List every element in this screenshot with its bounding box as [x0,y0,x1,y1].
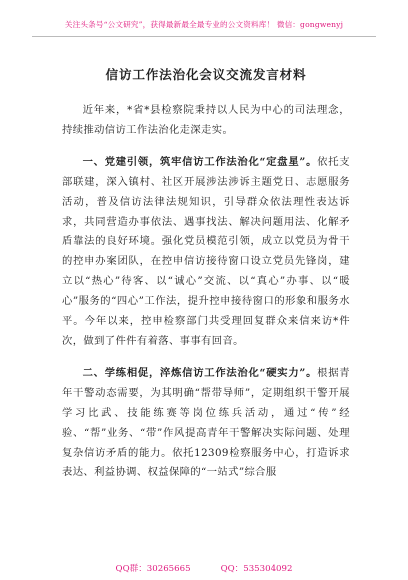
header-divider [32,36,376,37]
section-heading-1: 一、党建引领，筑牢信访工作法治化“定盘星”。 [82,155,318,168]
document-body [62,64,350,495]
paragraph-intro [62,101,350,141]
paragraph-section-2 [62,364,350,483]
document-title: 信访工作法治化会议交流发言材料 [105,67,307,82]
paragraph-section-1 [62,153,350,352]
page-footer [0,562,408,574]
footer-qq: QQ：535304092 [220,564,293,574]
footer-qq-group: QQ群：30265665 [115,564,191,574]
section-heading-2: 二、学练相促，淬炼信访工作法治化“硬实力”。 [82,366,318,379]
paragraph-text: 依托支部联建，深入镇村、社区开展涉法涉诉主题党日、志愿服务活动，普及信访法律法规知识，引导群众依法理性表达诉求，共同营造办事依法、遇事找法、解决问题用法、化解矛盾靠法的良好环境。强化党员模范引领，成立以党员为骨干的控申办案团队，在控申信访接待窗口设立党员先锋岗，建立以“热心”待客、以“诚心”交流、以“真心”办事、以“暖心”服务的“四心”工作法，提升控申接待窗口的形象和服务水平。今年以来，控申检察部门共受理回复群众来信来访*件次，做到了件件有着落、事事有回音。 [62,155,350,347]
paragraph-text: 近年来，*省*县检察院秉持以人民为中心的司法理念，持续推动信访工作法治化走深走实。 [62,104,350,136]
header-notice: 关注头条号“公文研究”，获得最新最全最专业的公文资料库！ 微信：gongwenyj [64,20,344,29]
paragraph-text: 根据青年干警动态需要，为其明确“帮带导师”，定期组织干警开展学习比武、技能练赛等岗位练兵活动，通过“传”经验、“帮”业务、“带”作风提高青年干警解决实际问题、处理复杂信访矛盾的能力。依托12309检察服务中心，打造诉求表达、利益协调、权益保障的“一站式”综合服 [62,366,350,479]
page-header [0,12,408,31]
